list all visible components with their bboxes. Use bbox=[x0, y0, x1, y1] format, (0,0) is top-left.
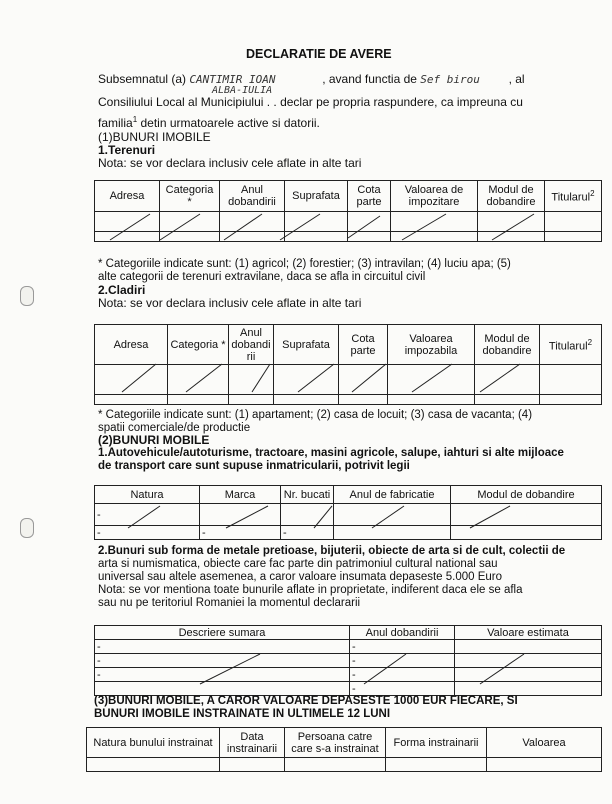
table-row bbox=[95, 365, 602, 395]
intro-al: , al bbox=[508, 72, 525, 86]
table-row bbox=[95, 395, 602, 405]
section-4-note-2: sau nu pe teritoriul Romaniei la momentul declararii bbox=[98, 597, 361, 609]
col-forma: Forma instrainarii bbox=[386, 728, 487, 758]
col-adresa: Adresa bbox=[95, 325, 168, 365]
table-row bbox=[95, 526, 602, 540]
section-5-heading-1: (3)BUNURI MOBILE, A CAROR VALOARE DEPASESTE 1000 EUR FIECARE, SI bbox=[94, 695, 518, 707]
dash-cell: - bbox=[95, 504, 200, 526]
section-3-text-2: de transport care sunt supuse inmatricularii, potrivit legii bbox=[98, 460, 410, 472]
intro-detin: detin urmatoarele active si datorii. bbox=[137, 116, 320, 130]
intro-line-1 bbox=[98, 72, 525, 87]
section-1-heading: (1)BUNURI IMOBILE bbox=[98, 130, 211, 144]
col-valoare: Valoare estimata bbox=[455, 626, 602, 640]
col-anul: Anul dobandirii bbox=[350, 626, 455, 640]
dash-cell: - bbox=[95, 526, 200, 540]
section-4-note-1: Nota: se vor mentiona toate bunurile aflate in proprietate, indiferent daca ele se afla bbox=[98, 584, 523, 596]
punch-hole-bottom bbox=[20, 518, 34, 538]
col-modul: Modul de dobandire bbox=[478, 181, 545, 212]
col-modul: Modul de dobandire bbox=[451, 486, 602, 504]
intro-functia: , avand functia de bbox=[322, 72, 417, 86]
table-row bbox=[95, 668, 602, 682]
table-row bbox=[87, 758, 602, 772]
section-3-text-1: 1.Autovehicule/autoturisme, tractoare, masini agricole, salupe, iahturi si alte mijloace bbox=[98, 447, 564, 459]
terenuri-table bbox=[94, 180, 602, 242]
section-3-heading: (2)BUNURI MOBILE bbox=[98, 433, 210, 447]
col-anul: Anul dobandi rii bbox=[229, 325, 274, 365]
footnote-ref-2: 2 bbox=[587, 337, 593, 347]
section-2-sub: 2.Cladiri bbox=[98, 283, 146, 297]
col-suprafata: Suprafata bbox=[274, 325, 339, 365]
col-titularul bbox=[545, 181, 602, 212]
col-natura-bunului: Natura bunului instrainat bbox=[87, 728, 220, 758]
table-row bbox=[95, 212, 602, 232]
dash-cell: - bbox=[350, 682, 455, 696]
col-adresa: Adresa bbox=[95, 181, 160, 212]
autovehicule-table bbox=[94, 485, 602, 540]
handwritten-city: ALBA-IULIA bbox=[212, 85, 273, 96]
terenuri-footnote-2: alte categorii de terenuri extravilane, daca se afla in circuitul civil bbox=[98, 271, 426, 283]
table-row bbox=[95, 232, 602, 242]
col-natura: Natura bbox=[95, 486, 200, 504]
col-anul: Anul dobandirii bbox=[220, 181, 285, 212]
bunuri-pretioase-table bbox=[94, 625, 602, 696]
dash-cell: - bbox=[281, 526, 334, 540]
section-4-text-2: arta si numismatica, obiecte care fac parte din patrimoniul cultural national sau bbox=[98, 558, 498, 570]
intro-subsemnatul: Subsemnatul bbox=[98, 72, 169, 86]
section-5-heading-2: BUNURI IMOBILE INSTRAINATE IN ULTIMELE 12 LUNI bbox=[94, 708, 391, 720]
col-valoarea: Valoarea bbox=[487, 728, 602, 758]
table-row bbox=[95, 654, 602, 668]
section-1-sub: 1.Terenuri bbox=[98, 143, 156, 157]
footnote-ref-1: 1 bbox=[132, 115, 138, 124]
dash-cell: - bbox=[95, 668, 350, 682]
table-row bbox=[95, 640, 602, 654]
table-row bbox=[95, 504, 602, 526]
terenuri-footnote-1: * Categoriile indicate sunt: (1) agricol; (2) forestier; (3) intravilan; (4) luciu apa; (5) bbox=[98, 258, 511, 270]
cladiri-table bbox=[94, 324, 602, 405]
col-modul: Modul de dobandire bbox=[475, 325, 540, 365]
col-data: Data instrainarii bbox=[220, 728, 285, 758]
col-marca: Marca bbox=[200, 486, 281, 504]
col-valoarea: Valoarea de impozitare bbox=[391, 181, 478, 212]
col-suprafata: Suprafata bbox=[285, 181, 348, 212]
handwritten-name: CANTIMIR IOAN bbox=[189, 73, 276, 86]
cladiri-footnote-1: * Categoriile indicate sunt: (1) apartament; (2) casa de locuit; (3) casa de vacanta; (4) bbox=[98, 409, 533, 421]
section-2-note: Nota: se vor declara inclusiv cele aflate in alte tari bbox=[98, 296, 362, 310]
intro-line-3 bbox=[98, 113, 320, 130]
col-persoana: Persoana catre care s-a instrainat bbox=[285, 728, 386, 758]
handwritten-function: Sef birou bbox=[420, 73, 480, 86]
document-title: DECLARATIE DE AVERE bbox=[246, 47, 392, 61]
col-titularul-label: Titularul bbox=[551, 191, 591, 204]
dash-cell: - bbox=[95, 654, 350, 668]
col-valoarea: Valoarea impozabila bbox=[388, 325, 475, 365]
col-categoria: Categoria * bbox=[160, 181, 220, 212]
col-descriere: Descriere sumara bbox=[95, 626, 350, 640]
section-4-text-1: 2.Bunuri sub forma de metale pretioase, bijuterii, obiecte de arta si de cult, colectii de bbox=[98, 545, 566, 557]
dash-cell: - bbox=[350, 654, 455, 668]
footnote-ref-2: 2 bbox=[590, 189, 595, 199]
intro-sa: (a) bbox=[171, 72, 187, 86]
col-anul-fabricatie: Anul de fabricatie bbox=[334, 486, 451, 504]
intro-familia: familia bbox=[98, 116, 133, 130]
section-1-note: Nota: se vor declara inclusiv cele aflate in alte tari bbox=[98, 156, 362, 170]
section-4-text-3: universal sau altele asemenea, a caror valoare insumata depaseste 5.000 Euro bbox=[98, 571, 503, 583]
punch-hole-top bbox=[20, 286, 34, 306]
col-categoria: Categoria * bbox=[168, 325, 229, 365]
dash-cell: - bbox=[95, 640, 350, 654]
col-titularul-label: Titularul bbox=[548, 340, 588, 353]
instrainate-table bbox=[86, 727, 602, 772]
col-cota: Cota parte bbox=[348, 181, 391, 212]
dash-cell: - bbox=[350, 640, 455, 654]
dash-cell: - bbox=[200, 526, 281, 540]
col-cota: Cota parte bbox=[339, 325, 388, 365]
col-nr-bucati: Nr. bucati bbox=[281, 486, 334, 504]
cladiri-footnote-2: spatii comerciale/de productie bbox=[98, 422, 251, 434]
col-titularul bbox=[540, 325, 602, 365]
dash-cell: - bbox=[350, 668, 455, 682]
intro-line-2: Consiliului Local al Municipiului . . declar pe propria raspundere, ca impreuna cu bbox=[98, 95, 523, 109]
